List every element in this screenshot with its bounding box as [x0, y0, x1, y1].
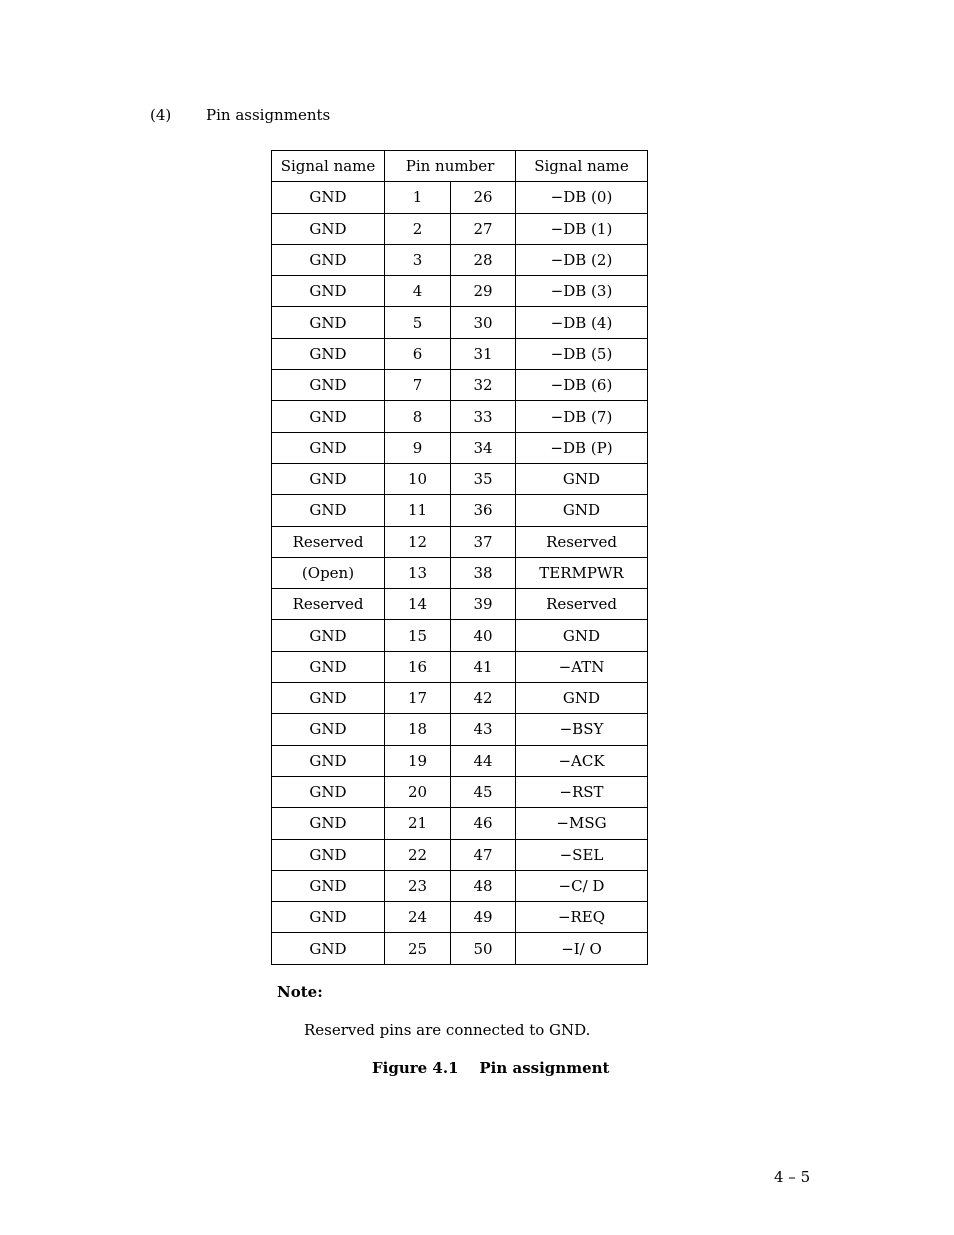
signal-right-cell: −SEL: [516, 839, 648, 870]
pin-right-cell: 30: [451, 307, 516, 338]
signal-right-cell: −DB (5): [516, 338, 648, 369]
pin-left-cell: 2: [385, 213, 451, 244]
table-header-row: [272, 151, 648, 182]
signal-right-cell: −DB (4): [516, 307, 648, 338]
pin-right-cell: 29: [451, 276, 516, 307]
pin-left-cell: 16: [385, 651, 451, 682]
signal-right-cell: GND: [516, 620, 648, 651]
signal-right-cell: −BSY: [516, 714, 648, 745]
pin-left-cell: 13: [385, 557, 451, 588]
signal-right-cell: −ATN: [516, 651, 648, 682]
pin-right-cell: 46: [451, 808, 516, 839]
signal-right-cell: −DB (P): [516, 432, 648, 463]
table-row: [272, 432, 648, 463]
signal-left-cell: GND: [272, 808, 385, 839]
pin-left-cell: 9: [385, 432, 451, 463]
signal-right-cell: GND: [516, 495, 648, 526]
pin-left-cell: 11: [385, 495, 451, 526]
pin-right-cell: 44: [451, 745, 516, 776]
pin-right-cell: 33: [451, 401, 516, 432]
pin-right-cell: 31: [451, 338, 516, 369]
signal-left-cell: GND: [272, 870, 385, 901]
pin-right-cell: 40: [451, 620, 516, 651]
pin-left-cell: 17: [385, 683, 451, 714]
table-row: [272, 182, 648, 213]
table-row: [272, 870, 648, 901]
table-row: [272, 902, 648, 933]
pin-right-cell: 45: [451, 776, 516, 807]
table-row: [272, 933, 648, 964]
signal-right-cell: TERMPWR: [516, 557, 648, 588]
signal-right-cell: −MSG: [516, 808, 648, 839]
signal-left-cell: GND: [272, 683, 385, 714]
table-body: [272, 182, 648, 964]
signal-left-cell: GND: [272, 776, 385, 807]
pin-right-cell: 48: [451, 870, 516, 901]
pin-right-cell: 28: [451, 244, 516, 275]
signal-left-cell: GND: [272, 432, 385, 463]
signal-left-cell: GND: [272, 370, 385, 401]
signal-left-cell: GND: [272, 620, 385, 651]
header-signal-name-left: Signal name: [272, 151, 385, 182]
signal-right-cell: GND: [516, 683, 648, 714]
pin-left-cell: 25: [385, 933, 451, 964]
pin-left-cell: 14: [385, 589, 451, 620]
pin-right-cell: 41: [451, 651, 516, 682]
pin-right-cell: 43: [451, 714, 516, 745]
pin-right-cell: 49: [451, 902, 516, 933]
pin-left-cell: 20: [385, 776, 451, 807]
pin-right-cell: 37: [451, 526, 516, 557]
signal-left-cell: GND: [272, 182, 385, 213]
table-row: [272, 839, 648, 870]
table-row: [272, 244, 648, 275]
pin-left-cell: 24: [385, 902, 451, 933]
signal-right-cell: −C/ D: [516, 870, 648, 901]
pin-right-cell: 26: [451, 182, 516, 213]
signal-right-cell: −DB (2): [516, 244, 648, 275]
table-row: [272, 495, 648, 526]
pin-right-cell: 38: [451, 557, 516, 588]
pin-left-cell: 19: [385, 745, 451, 776]
signal-left-cell: GND: [272, 213, 385, 244]
signal-right-cell: GND: [516, 463, 648, 494]
table-row: [272, 589, 648, 620]
signal-right-cell: Reserved: [516, 589, 648, 620]
pin-right-cell: 39: [451, 589, 516, 620]
signal-left-cell: Reserved: [272, 589, 385, 620]
pin-left-cell: 15: [385, 620, 451, 651]
signal-left-cell: GND: [272, 933, 385, 964]
pin-left-cell: 4: [385, 276, 451, 307]
pin-left-cell: 21: [385, 808, 451, 839]
figure-caption: Figure 4.1 Pin assignment: [372, 1059, 610, 1077]
signal-left-cell: GND: [272, 651, 385, 682]
signal-right-cell: −ACK: [516, 745, 648, 776]
table-row: [272, 307, 648, 338]
signal-right-cell: −RST: [516, 776, 648, 807]
pin-left-cell: 18: [385, 714, 451, 745]
pin-right-cell: 47: [451, 839, 516, 870]
pin-left-cell: 1: [385, 182, 451, 213]
pin-right-cell: 27: [451, 213, 516, 244]
signal-right-cell: −REQ: [516, 902, 648, 933]
pin-right-cell: 50: [451, 933, 516, 964]
pin-left-cell: 7: [385, 370, 451, 401]
signal-right-cell: −DB (3): [516, 276, 648, 307]
signal-right-cell: −I/ O: [516, 933, 648, 964]
table-row: [272, 526, 648, 557]
signal-right-cell: −DB (6): [516, 370, 648, 401]
pin-left-cell: 23: [385, 870, 451, 901]
table-row: [272, 714, 648, 745]
table-row: [272, 557, 648, 588]
page-number: 4 – 5: [774, 1168, 811, 1186]
pin-right-cell: 32: [451, 370, 516, 401]
signal-left-cell: GND: [272, 276, 385, 307]
table-row: [272, 776, 648, 807]
table-row: [272, 401, 648, 432]
signal-left-cell: GND: [272, 307, 385, 338]
signal-left-cell: GND: [272, 338, 385, 369]
table-row: [272, 620, 648, 651]
signal-left-cell: GND: [272, 463, 385, 494]
pin-left-cell: 3: [385, 244, 451, 275]
signal-left-cell: GND: [272, 745, 385, 776]
pin-left-cell: 10: [385, 463, 451, 494]
header-signal-name-right: Signal name: [516, 151, 648, 182]
pin-right-cell: 36: [451, 495, 516, 526]
signal-left-cell: (Open): [272, 557, 385, 588]
signal-left-cell: GND: [272, 839, 385, 870]
signal-left-cell: GND: [272, 714, 385, 745]
pin-left-cell: 5: [385, 307, 451, 338]
pin-left-cell: 6: [385, 338, 451, 369]
table-row: [272, 745, 648, 776]
table-row: [272, 808, 648, 839]
pin-right-cell: 42: [451, 683, 516, 714]
pin-left-cell: 8: [385, 401, 451, 432]
pin-left-cell: 12: [385, 526, 451, 557]
pin-assignment-table: [271, 150, 648, 965]
signal-left-cell: Reserved: [272, 526, 385, 557]
table-row: [272, 213, 648, 244]
header-pin-number: Pin number: [385, 151, 516, 182]
table-row: [272, 463, 648, 494]
note-label: Note:: [277, 983, 323, 1001]
table-row: [272, 370, 648, 401]
table-row: [272, 683, 648, 714]
signal-right-cell: −DB (1): [516, 213, 648, 244]
note-text: Reserved pins are connected to GND.: [304, 1021, 591, 1039]
table-row: [272, 338, 648, 369]
signal-left-cell: GND: [272, 495, 385, 526]
pin-right-cell: 34: [451, 432, 516, 463]
table-row: [272, 276, 648, 307]
pin-left-cell: 22: [385, 839, 451, 870]
pin-right-cell: 35: [451, 463, 516, 494]
signal-left-cell: GND: [272, 401, 385, 432]
signal-right-cell: −DB (0): [516, 182, 648, 213]
table-row: [272, 651, 648, 682]
signal-left-cell: GND: [272, 902, 385, 933]
signal-right-cell: Reserved: [516, 526, 648, 557]
section-title: Pin assignments: [206, 106, 331, 124]
signal-right-cell: −DB (7): [516, 401, 648, 432]
section-number: (4): [150, 106, 172, 124]
signal-left-cell: GND: [272, 244, 385, 275]
